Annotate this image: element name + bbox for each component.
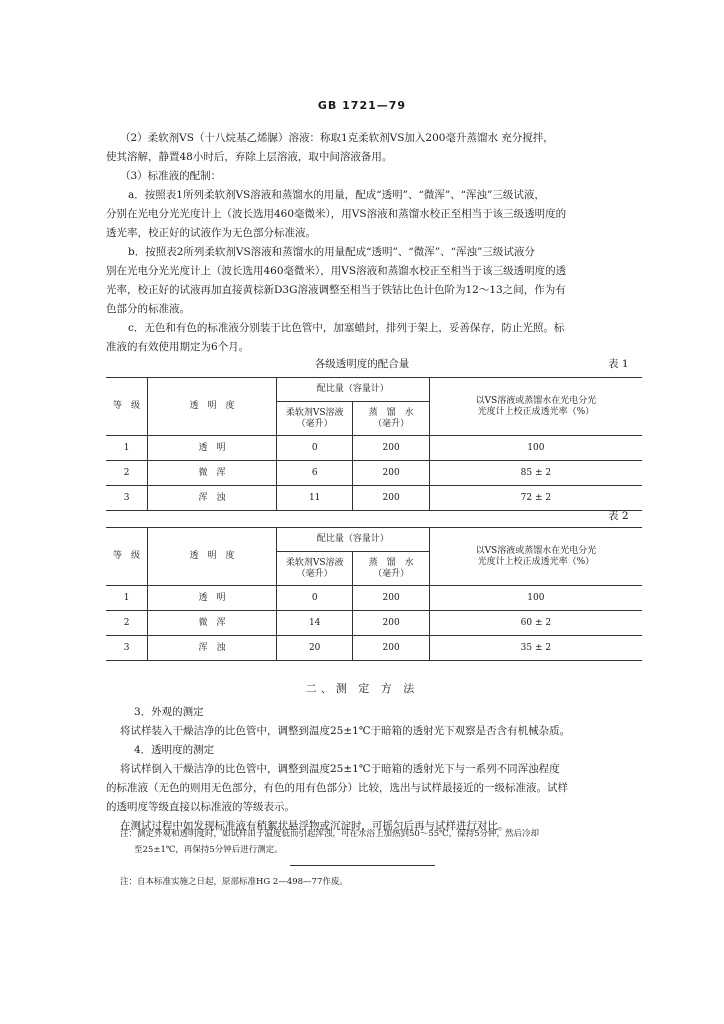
section-title: 二、测 定 方 法 xyxy=(305,682,419,695)
table-1-row-3-grade: 3 xyxy=(106,486,148,511)
table-1-row-1-vs: 0 xyxy=(276,436,352,461)
table-2-head-trans-line-1: 以VS溶液或蒸馏水在光电分光 xyxy=(475,545,597,556)
item-b-line-1: b．按照表2所列柔软剂VS溶液和蒸馏水的用量配成“透明”、“微浑”、“浑浊”三级试液分 xyxy=(128,246,535,258)
paragraph-3-title: （3）标准液的配制： xyxy=(120,170,222,182)
table-row xyxy=(106,611,642,636)
method-4-line-3: 的透明度等级直接以标准液的等级表示。 xyxy=(106,801,295,813)
footnote: 注：自本标准实施之日起，原部标准HG 2—498—77作废。 xyxy=(120,877,348,887)
method-note-line-2: 至25±1℃，再保持5分钟后进行测定。 xyxy=(134,845,283,855)
table-row xyxy=(106,486,642,511)
table-1-label: 表 1 xyxy=(608,358,629,370)
method-4-line-1: 将试样倒入干燥洁净的比色管中，调整到温度25±1℃于暗箱的透射光下与一系列不同浑浊程度 xyxy=(120,763,560,775)
table-row xyxy=(106,586,642,611)
table-1-row-2-trans: 85 ± 2 xyxy=(429,461,642,486)
item-a-line-1: a．按照表1所列柔软剂VS溶液和蒸馏水的用量，配成“透明”、“微浑”、“浑浊”三级试液， xyxy=(128,189,545,201)
table-1-row-1-grade: 1 xyxy=(106,436,148,461)
table-2-head-vs: 柔软剂VS溶液 xyxy=(285,557,344,568)
table-2-row-1-trans: 100 xyxy=(429,586,642,611)
table-1-row-2-water: 200 xyxy=(353,461,429,486)
method-3-text: 将试样装入干燥洁净的比色管中，调整到温度25±1℃于暗箱的透射光下观察是否含有机械杂质。 xyxy=(120,725,571,737)
table-1-head-vs: 柔软剂VS溶液 xyxy=(285,407,344,418)
table-1-caption: 各级透明度的配合量 xyxy=(314,358,410,370)
table-2-label: 表 2 xyxy=(608,510,629,522)
table-1-row-1-clarity: 透 明 xyxy=(148,436,277,461)
table-1 xyxy=(106,377,642,511)
table-2-row-1-vs: 0 xyxy=(276,586,352,611)
method-note-line-1: 注：测定外观和透明度时，如试样由于温度低而引起浑浊，可在水浴上加热到50～55℃，保持5分钟，然后冷却 xyxy=(120,829,540,839)
table-1-row-2-clarity: 微 浑 xyxy=(148,461,277,486)
table-1-row-3-trans: 72 ± 2 xyxy=(429,486,642,511)
table-2-head-vs-unit: （毫升） xyxy=(296,568,333,579)
method-4-line-2: 的标准液（无色的则用无色部分，有色的用有色部分）比较，选出与试样最接近的一级标准液。试样 xyxy=(106,782,568,794)
table-2-head-grade: 等 级 xyxy=(106,528,148,586)
item-c-line-1: c．无色和有色的标准液分别装于比色管中，加塞蜡封，排列于架上，妥善保存，防止光照。标 xyxy=(128,322,565,334)
paragraph-2-line-1: （2）柔软剂VS（十八烷基乙烯脲）溶液：称取1克柔软剂VS加入200毫升蒸馏水 充分搅拌， xyxy=(120,132,554,144)
item-b-line-4: 色部分的标准液。 xyxy=(106,303,190,315)
table-2-row-3-grade: 3 xyxy=(106,636,148,661)
table-2-row-2-water: 200 xyxy=(353,611,429,636)
table-1-head-clarity: 透 明 度 xyxy=(148,378,277,436)
table-2-row-1-water: 200 xyxy=(353,586,429,611)
item-a-line-2: 分别在光电分光光度计上（波长选用460毫微米），用VS溶液和蒸馏水校正至相当于该三级透明度的 xyxy=(106,208,567,220)
method-3-title: 3．外观的测定 xyxy=(134,706,204,718)
table-2-row-3-water: 200 xyxy=(353,636,429,661)
table-1-row-3-water: 200 xyxy=(353,486,429,511)
table-row xyxy=(106,636,642,661)
table-2-head-water: 蒸 馏 水 xyxy=(368,557,414,568)
table-2-head-trans-line-2: 光度计上校正成透光率（%） xyxy=(477,556,595,567)
method-4-title: 4．透明度的测定 xyxy=(134,744,215,756)
item-a-line-3: 透光率，校正好的试液作为无色部分标准液。 xyxy=(106,227,316,239)
table-2-head-ratio: 配比量（容量计） xyxy=(276,528,429,552)
table-1-head-ratio: 配比量（容量计） xyxy=(276,378,429,402)
table-2-row-2-vs: 14 xyxy=(276,611,352,636)
table-2-row-3-trans: 35 ± 2 xyxy=(429,636,642,661)
item-c-line-2: 准液的有效使用期定为6个月。 xyxy=(106,341,250,353)
table-2-head-clarity: 透 明 度 xyxy=(148,528,277,586)
table-2-row-1-grade: 1 xyxy=(106,586,148,611)
table-2-row-2-trans: 60 ± 2 xyxy=(429,611,642,636)
table-1-row-2-grade: 2 xyxy=(106,461,148,486)
table-1-head-grade: 等 级 xyxy=(106,378,148,436)
table-2-row-3-vs: 20 xyxy=(276,636,352,661)
table-1-row-3-vs: 11 xyxy=(276,486,352,511)
table-1-head-trans-line-1: 以VS溶液或蒸馏水在光电分光 xyxy=(475,395,597,406)
table-1-row-1-water: 200 xyxy=(353,436,429,461)
table-2-head-water-unit: （毫升） xyxy=(373,568,410,579)
item-b-line-2: 别在光电分光光度计上（波长选用460毫微米），用VS溶液和蒸馏水校正至相当于该三级透明度的透 xyxy=(106,265,567,277)
table-2 xyxy=(106,527,642,661)
table-1-row-2-vs: 6 xyxy=(276,461,352,486)
table-1-row-3-clarity: 浑 浊 xyxy=(148,486,277,511)
table-2-row-3-clarity: 浑 浊 xyxy=(148,636,277,661)
table-1-row-1-trans: 100 xyxy=(429,436,642,461)
table-row xyxy=(106,461,642,486)
table-1-head-trans-line-2: 光度计上校正成透光率（%） xyxy=(477,406,595,417)
table-2-row-1-clarity: 透 明 xyxy=(148,586,277,611)
table-1-head-water: 蒸 馏 水 xyxy=(368,407,414,418)
table-1-head-vs-unit: （毫升） xyxy=(296,418,333,429)
item-b-line-3: 光率，校正好的试液再加直接黄棕新D3G溶液调整至相当于铁钴比色计色阶为12～13之间，作为有 xyxy=(106,284,566,296)
paragraph-2-line-2: 使其溶解，静置48小时后，弃除上层溶液，取中间溶液备用。 xyxy=(106,151,393,163)
method-4-line-4: 在测试过程中如发现标准液有稍絮状悬浮物或沉淀时，可摇匀后再与试样进行对比。 xyxy=(120,820,509,832)
table-1-head-water-unit: （毫升） xyxy=(373,418,410,429)
table-2-row-2-clarity: 微 浑 xyxy=(148,611,277,636)
table-2-row-2-grade: 2 xyxy=(106,611,148,636)
standard-number-header: GB 1721—79 xyxy=(317,99,407,112)
table-row xyxy=(106,436,642,461)
footnote-divider xyxy=(290,865,435,866)
